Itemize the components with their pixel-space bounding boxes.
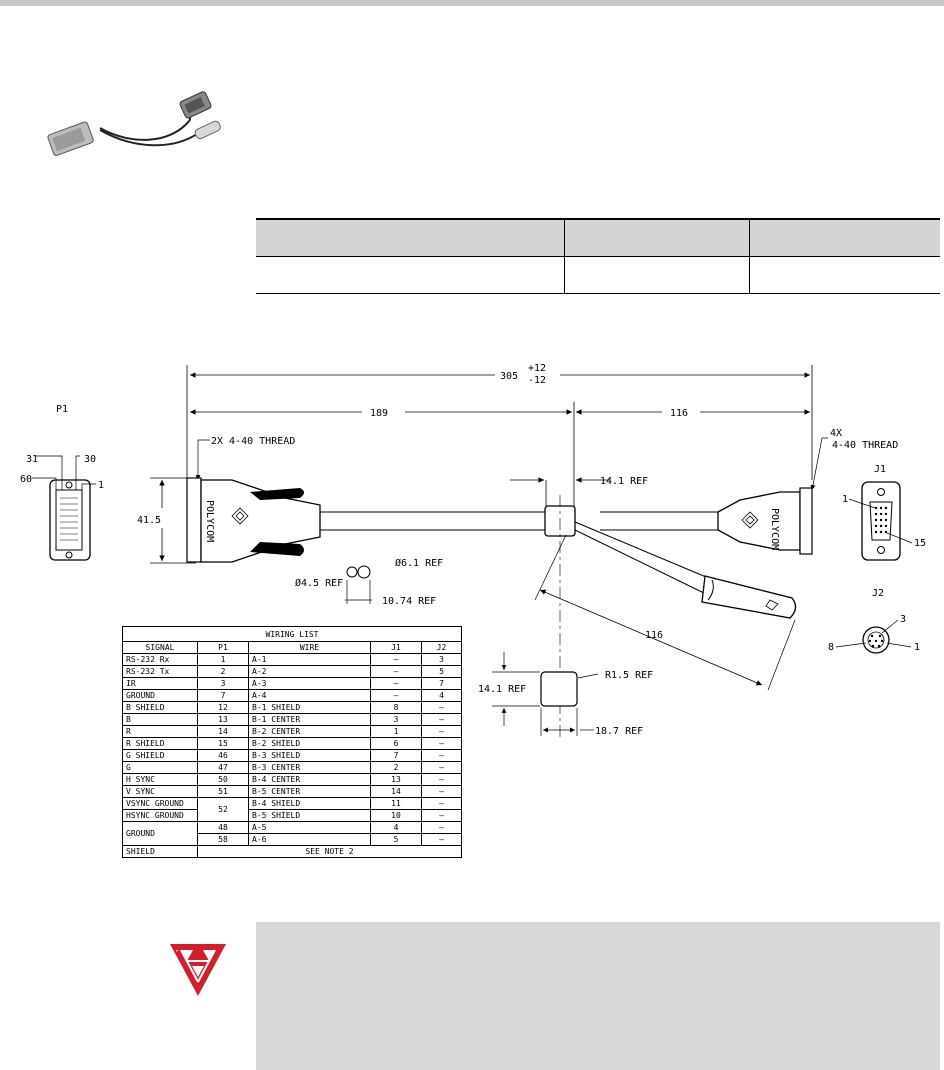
note-box [256, 922, 940, 1070]
large-diameter-ref: Ø6.1 REF [395, 558, 444, 569]
table-row [123, 726, 462, 738]
signal-cell: GROUND [123, 690, 198, 702]
cable-label-detail [541, 672, 577, 706]
p1-pin-30: 30 [84, 454, 97, 465]
header-signal: SIGNAL [123, 642, 198, 654]
p1-cell: 58 [198, 834, 249, 846]
wire-cell: B-1 SHIELD [249, 702, 371, 714]
j1-screw-hole [878, 547, 885, 554]
cable-thumbnail-image [40, 90, 240, 160]
p1-pin-1: 1 [98, 480, 105, 491]
conductor-circle [358, 566, 370, 578]
p1-thumbscrew [250, 542, 304, 556]
j2-cell: — [422, 714, 462, 726]
j2-cell: — [422, 834, 462, 846]
header-j1: J1 [371, 642, 422, 654]
label-width-ref: 18.7 REF [595, 726, 644, 737]
table-row [123, 810, 462, 822]
p1-cell: 52 [198, 798, 249, 822]
wiring-list-title-row [123, 627, 462, 642]
wiring-list-header-row [123, 642, 462, 654]
pitch-ref-dim: 10.74 REF [382, 596, 437, 607]
table-row [123, 690, 462, 702]
signal-cell: SHIELD [123, 846, 198, 858]
p1-screw-hole [66, 552, 72, 558]
left-length-dimension: 189 [370, 408, 389, 419]
wire-cell: B-4 SHIELD [249, 798, 371, 810]
label-radius-ref: R1.5 REF [605, 670, 654, 681]
j1-cell: — [371, 678, 422, 690]
signal-cell: B SHIELD [123, 702, 198, 714]
wire-cell: B-2 CENTER [249, 726, 371, 738]
p1-cell: 7 [198, 690, 249, 702]
j2-label: J2 [872, 588, 885, 599]
j2-cell: — [422, 786, 462, 798]
j2-cell: — [422, 702, 462, 714]
ferrule-ref-dim: 14.1 REF [600, 476, 649, 487]
table-row [123, 786, 462, 798]
j1-cell: 6 [371, 738, 422, 750]
j1-cell: 10 [371, 810, 422, 822]
j1-cell: — [371, 654, 422, 666]
wire-cell: B-3 SHIELD [249, 750, 371, 762]
polycom-logo-icon [168, 940, 228, 1000]
info-table-header-cell [256, 219, 565, 257]
wiring-list-table [122, 626, 462, 858]
j1-cell: — [371, 666, 422, 678]
j2-cell: — [422, 774, 462, 786]
info-table-cell [750, 257, 941, 294]
p1-cell: 46 [198, 750, 249, 762]
p1-cell: 12 [198, 702, 249, 714]
label-height-ref: 14.1 REF [478, 684, 527, 695]
j1-label: J1 [874, 464, 887, 475]
signal-cell: R [123, 726, 198, 738]
info-table-header-row [256, 219, 940, 257]
p1-cell: 14 [198, 726, 249, 738]
right-length-dimension: 116 [670, 408, 689, 419]
right-thread-callout: 4-40 THREAD [832, 440, 899, 451]
j1-cell: 5 [371, 834, 422, 846]
table-row [123, 666, 462, 678]
j1-pin-15: 15 [914, 538, 927, 549]
info-table-cell [565, 257, 750, 294]
signal-cell: RS-232 Tx [123, 666, 198, 678]
j2-cell: 7 [422, 678, 462, 690]
table-row [123, 702, 462, 714]
wire-cell: A-4 [249, 690, 371, 702]
wire-cell: A-1 [249, 654, 371, 666]
wiring-list-title: WIRING LIST [123, 627, 462, 642]
table-row [123, 798, 462, 810]
table-row [123, 846, 462, 858]
j1-cell: 8 [371, 702, 422, 714]
p1-label: P1 [56, 404, 69, 415]
info-table-header-cell [565, 219, 750, 257]
table-row [123, 774, 462, 786]
j1-pin-1: 1 [842, 494, 849, 505]
j2-cell: 5 [422, 666, 462, 678]
header-wire: WIRE [249, 642, 371, 654]
right-thread-qty: 4X [830, 428, 843, 439]
brand-text-right: POLYCOM [769, 508, 780, 551]
j1-cell: — [371, 690, 422, 702]
p1-shell [187, 478, 201, 562]
j2-pin-1: 1 [914, 642, 921, 653]
overall-tolerance-plus: +12 [528, 363, 547, 374]
wire-cell: B-5 SHIELD [249, 810, 371, 822]
j1-cell: 2 [371, 762, 422, 774]
p1-cell: 50 [198, 774, 249, 786]
p1-cell: 13 [198, 714, 249, 726]
p1-screw-hole [66, 482, 72, 488]
p1-cell: 1 [198, 654, 249, 666]
wire-cell: A-2 [249, 666, 371, 678]
p1-cell: 48 [198, 822, 249, 834]
wire-cell: A-5 [249, 822, 371, 834]
j1-cell: 1 [371, 726, 422, 738]
p1-cell: 47 [198, 762, 249, 774]
overall-dimension: 305 [500, 371, 519, 382]
table-row [123, 654, 462, 666]
p1-cell: 3 [198, 678, 249, 690]
overall-tolerance-minus: -12 [528, 375, 547, 386]
p1-cell: 15 [198, 738, 249, 750]
table-row [123, 750, 462, 762]
j2-cell: — [422, 798, 462, 810]
j1-shell [800, 488, 812, 554]
wire-cell: A-3 [249, 678, 371, 690]
j2-cell: 4 [422, 690, 462, 702]
wire-cell: A-6 [249, 834, 371, 846]
header-j2: J2 [422, 642, 462, 654]
j1-cell: 14 [371, 786, 422, 798]
wire-cell: B-2 SHIELD [249, 738, 371, 750]
signal-cell: IR [123, 678, 198, 690]
wire-cell: B-5 CENTER [249, 786, 371, 798]
branch-length-dimension: 116 [645, 630, 664, 641]
j2-pin-8: 8 [828, 642, 835, 653]
signal-cell: RS-232 Rx [123, 654, 198, 666]
wire-cell: B-3 CENTER [249, 762, 371, 774]
table-row [123, 714, 462, 726]
j2-cell: 3 [422, 654, 462, 666]
j2-pins [869, 635, 883, 647]
info-table-row [256, 257, 940, 294]
j1-pins [875, 507, 887, 533]
signal-cell: G [123, 762, 198, 774]
j1-cell: 7 [371, 750, 422, 762]
table-row [123, 738, 462, 750]
small-diameter-ref: Ø4.5 REF [295, 578, 344, 589]
j2-cell: — [422, 822, 462, 834]
info-table-cell [256, 257, 565, 294]
info-table [256, 218, 940, 294]
signal-cell: GROUND [123, 822, 198, 846]
brand-text-left: POLYCOM [204, 500, 215, 543]
p1-cell: 2 [198, 666, 249, 678]
p1-pin-block [56, 490, 82, 550]
note-cell: SEE NOTE 2 [198, 846, 462, 858]
j2-cell: — [422, 750, 462, 762]
left-thread-callout: 2X 4-40 THREAD [211, 436, 296, 447]
table-row [123, 678, 462, 690]
j1-overmold [718, 492, 800, 550]
signal-cell: R SHIELD [123, 738, 198, 750]
j1-cell: 11 [371, 798, 422, 810]
signal-cell: VSYNC GROUND [123, 798, 198, 810]
p1-pin-60: 60 [20, 474, 33, 485]
j2-cell: — [422, 726, 462, 738]
j1-cell: 4 [371, 822, 422, 834]
j1-cell: 13 [371, 774, 422, 786]
height-dimension: 41.5 [137, 515, 162, 526]
j2-cell: — [422, 738, 462, 750]
table-row [123, 822, 462, 834]
signal-cell: G SHIELD [123, 750, 198, 762]
signal-cell: B [123, 714, 198, 726]
p1-cell: 51 [198, 786, 249, 798]
top-rule [0, 0, 944, 6]
info-table-header-cell [750, 219, 941, 257]
j1-screw-hole [878, 489, 885, 496]
j2-cell: — [422, 762, 462, 774]
signal-cell: HSYNC GROUND [123, 810, 198, 822]
conductor-circle [347, 567, 357, 577]
j1-cell: 3 [371, 714, 422, 726]
j2-overmold [702, 576, 796, 618]
wire-cell: B-4 CENTER [249, 774, 371, 786]
table-row [123, 762, 462, 774]
signal-cell: H SYNC [123, 774, 198, 786]
p1-pin-rows [60, 498, 78, 540]
signal-cell: V SYNC [123, 786, 198, 798]
p1-pin-31: 31 [26, 454, 39, 465]
branch-cable [575, 522, 718, 596]
header-p1: P1 [198, 642, 249, 654]
wire-cell: B-1 CENTER [249, 714, 371, 726]
j2-cell: — [422, 810, 462, 822]
j2-pin-3: 3 [900, 614, 907, 625]
